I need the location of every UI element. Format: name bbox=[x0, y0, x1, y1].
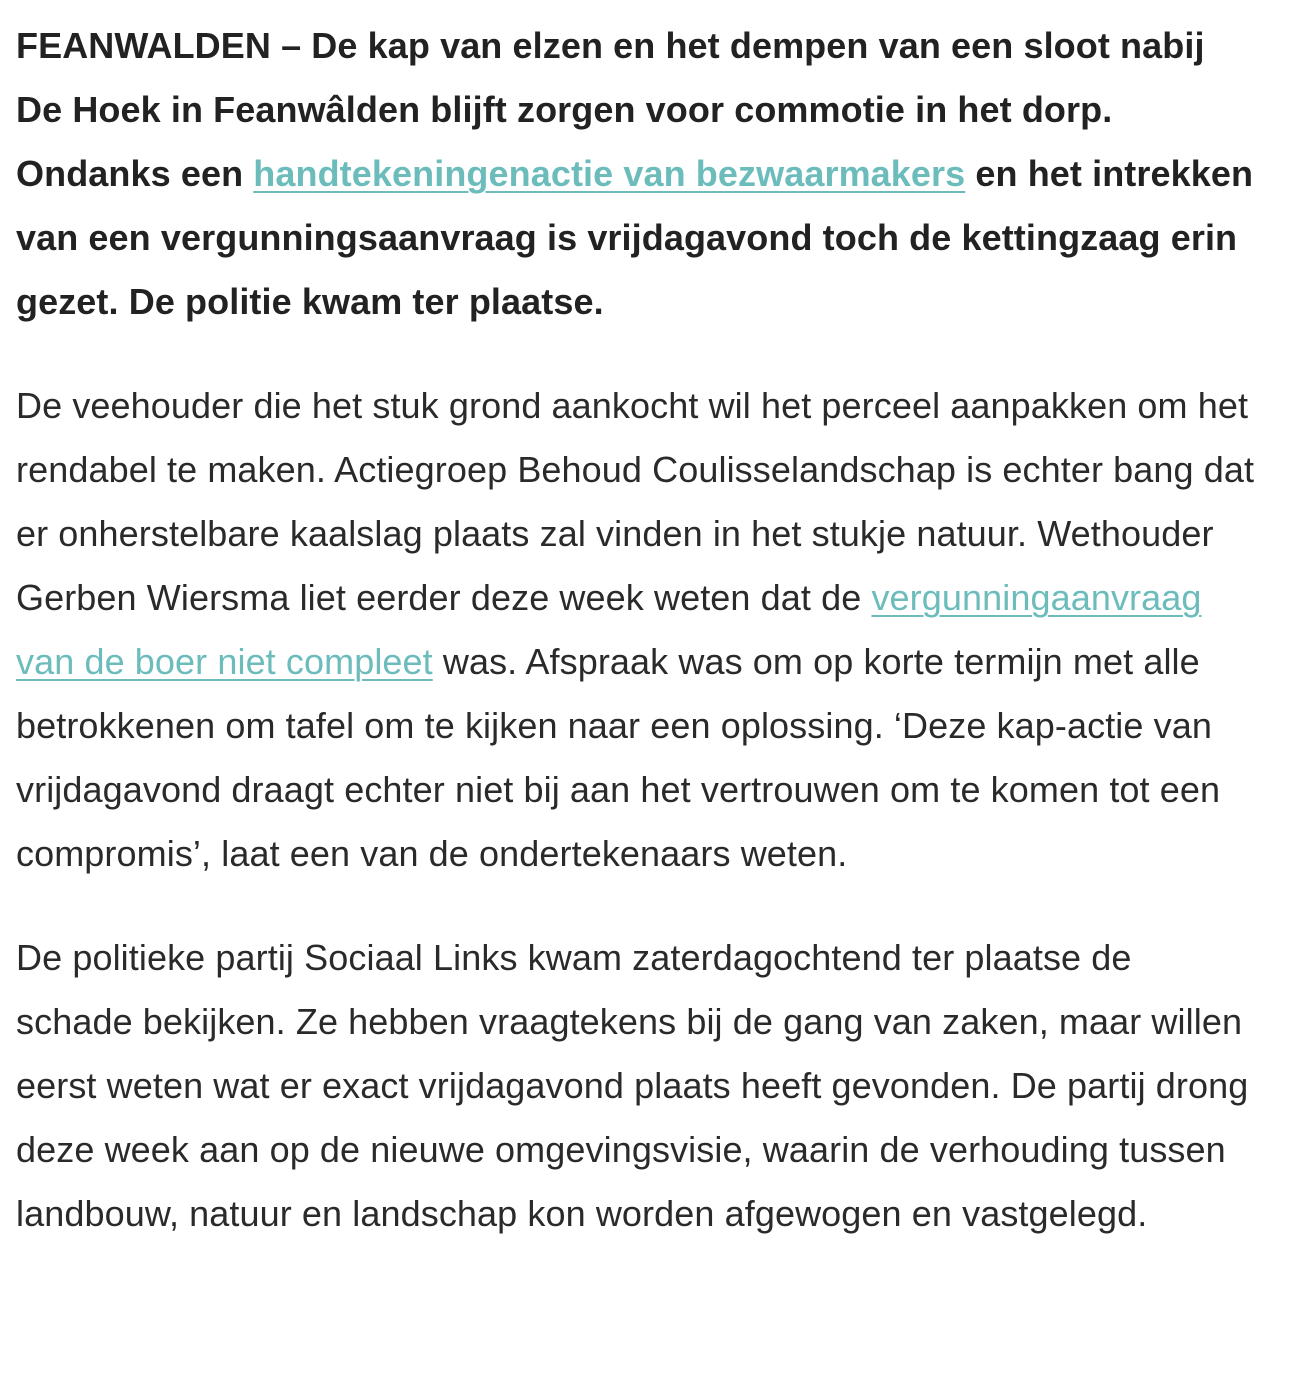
permit-application-link[interactable]: vergunningaanvraag van de boer niet compleet bbox=[16, 577, 1202, 682]
lead-paragraph bbox=[16, 14, 1258, 334]
paragraph-2-text-end: was. Afspraak was om op korte termijn met alle betrokkenen om tafel om te kijken naar een oplossing. ‘Deze kap-actie van vrijdagavond draagt echter niet bij aan het vertrouwen om te komen tot een compromis’, laat een van de ondertekenaars weten. bbox=[16, 641, 1221, 874]
body-paragraph-3: De politieke partij Sociaal Links kwam zaterdagochtend ter plaatse de schade bekijken. Ze hebben vraagtekens bij de gang van zaken, maar willen eerst weten wat er exact vrijdagavond plaats heeft gevonden. De partij drong deze week aan op de nieuwe omgevingsvisie, waarin de verhouding tussen landbouw, natuur en landschap kon worden afgewogen en vastgelegd. bbox=[16, 937, 1249, 1234]
paragraph-2-text-start: De veehouder die het stuk grond aankocht wil het perceel aanpakken om het rendabel te maken. Actiegroep Behoud Coulisselandschap is echter bang dat er onherstelbare kaalslag plaats zal vinden in het stukje natuur. Wethouder Gerben Wiersma liet eerder deze week weten dat de bbox=[16, 385, 1255, 618]
petition-link[interactable]: handtekeningenactie van bezwaarmakers bbox=[253, 153, 966, 194]
lead-text-end: en het intrekken van een vergunningsaanvraag is vrijdagavond toch de kettingzaag erin gezet. De politie kwam ter plaatse. bbox=[16, 153, 1254, 322]
body-paragraph-2 bbox=[16, 374, 1258, 886]
lead-text-start: FEANWALDEN – De kap van elzen en het dempen van een sloot nabij De Hoek in Feanwâlden blijft zorgen voor commotie in het dorp. Ondanks een bbox=[16, 25, 1205, 194]
